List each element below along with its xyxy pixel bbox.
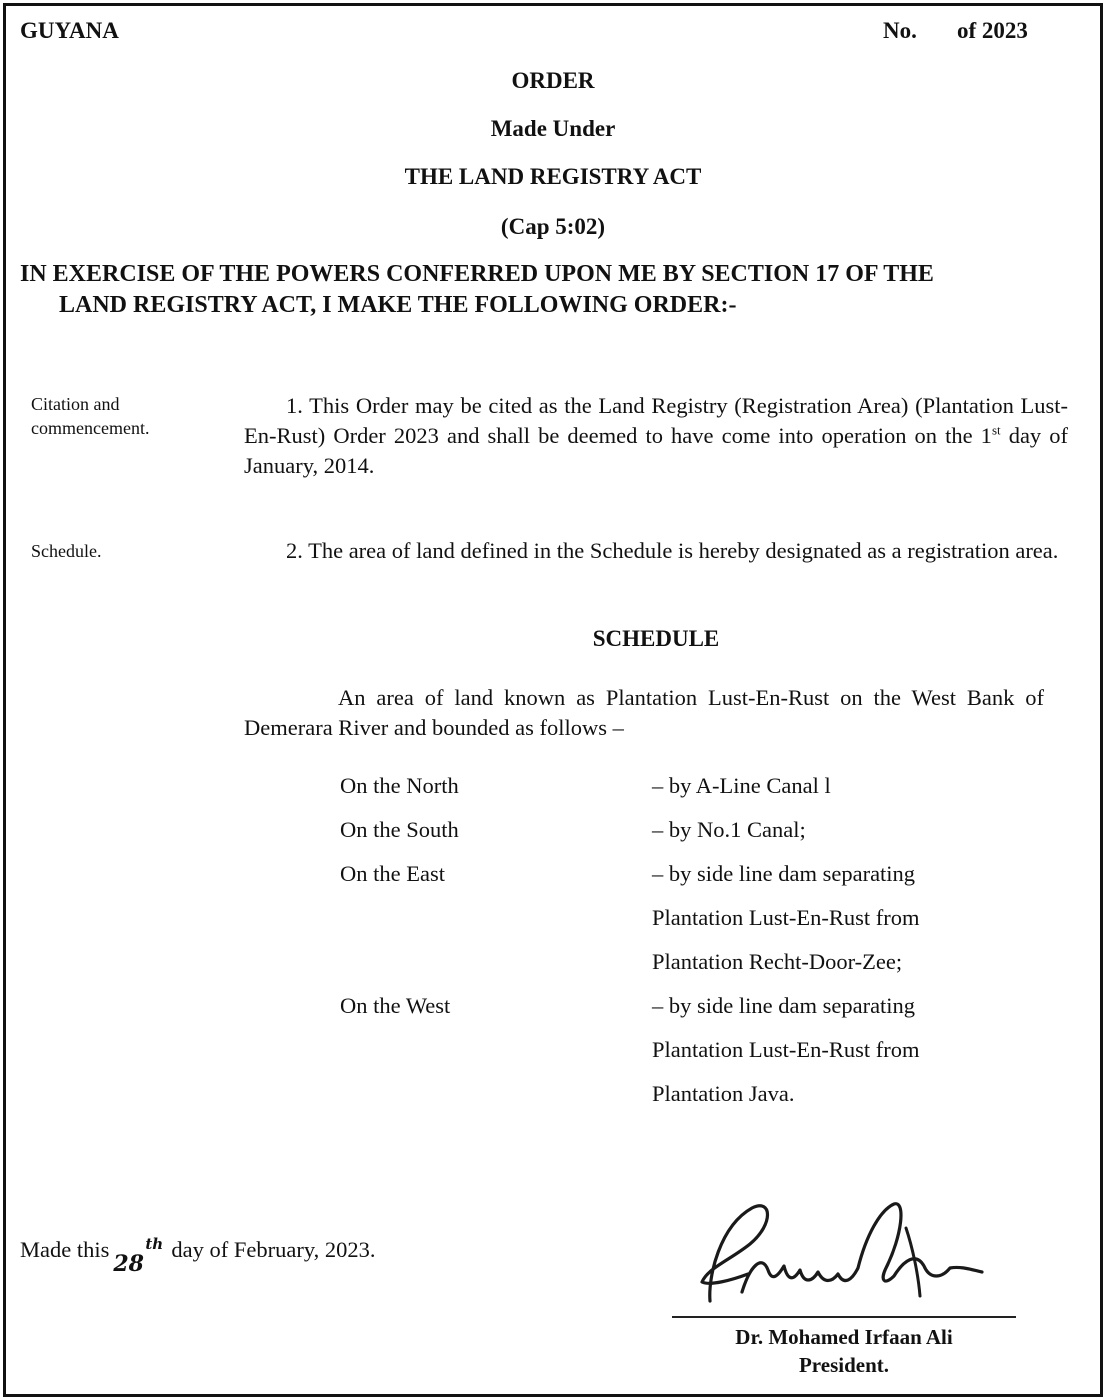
bound-east-side: On the East	[340, 861, 445, 886]
section-1-sup: st	[991, 422, 1001, 438]
margin-note-citation	[31, 392, 149, 440]
country-label: GUYANA	[20, 18, 119, 43]
schedule-heading: SCHEDULE	[592, 626, 720, 651]
bound-east-line-1: – by side line dam separating	[652, 861, 916, 886]
made-under-label: Made Under	[490, 116, 616, 141]
preamble-line-2: LAND REGISTRY ACT, I MAKE THE FOLLOWING ORDER:-	[59, 292, 737, 318]
act-title: THE LAND REGISTRY ACT	[404, 164, 702, 189]
bound-north-line-1: – by A-Line Canal l	[652, 773, 831, 798]
signatory-name: Dr. Mohamed Irfaan Ali	[735, 1325, 953, 1349]
preamble-line-1: IN EXERCISE OF THE POWERS CONFERRED UPON ME BY SECTION 17 OF THE	[20, 261, 934, 287]
act-chapter: (Cap 5:02)	[500, 214, 606, 239]
bound-west-side: On the West	[340, 993, 451, 1018]
section-1-text-end: day of January, 2014.	[244, 423, 1068, 478]
signature-line	[672, 1316, 1016, 1318]
margin-note-citation-line-2: commencement.	[31, 418, 150, 438]
margin-note-schedule: Schedule.	[31, 541, 102, 561]
section-2-paragraph	[244, 536, 1068, 566]
bound-south-side: On the South	[340, 817, 459, 842]
bound-west-line-3: Plantation Java.	[652, 1081, 795, 1106]
signatory-title: President.	[798, 1353, 890, 1377]
section-2-text: The area of land defined in the Schedule is hereby designated as a registration area.	[308, 538, 1059, 563]
bound-north-side: On the North	[340, 773, 459, 798]
order-title: ORDER	[511, 68, 595, 93]
section-2-number: 2.	[286, 538, 303, 563]
made-suffix: day of February, 2023.	[171, 1237, 376, 1262]
made-prefix: Made this	[20, 1237, 110, 1262]
section-1-paragraph	[244, 391, 1068, 481]
section-1-text: This Order may be cited as the Land Registry (Registration Area) (Plantation Lust-En-Rust) Order 2023 and shall be deemed to have come into operation on the 1	[244, 393, 1068, 448]
bound-west-line-1: – by side line dam separating	[652, 993, 916, 1018]
signature-image	[680, 1196, 1000, 1321]
margin-note-citation-line-1: Citation and	[31, 394, 120, 414]
section-1-number: 1.	[286, 393, 303, 418]
order-year-label: of 2023	[957, 18, 1028, 43]
handwritten-day-suffix: th	[145, 1235, 164, 1253]
bound-west-line-2: Plantation Lust-En-Rust from	[652, 1037, 920, 1062]
handwritten-day-number: 28	[113, 1251, 144, 1277]
bound-east-line-3: Plantation Recht-Door-Zee;	[652, 949, 903, 974]
schedule-intro-text: An area of land known as Plantation Lust-En-Rust on the West Bank of Demerara River and bounded as follows –	[244, 685, 1044, 740]
bound-east-line-2: Plantation Lust-En-Rust from	[652, 905, 920, 930]
bound-south-line-1: – by No.1 Canal;	[652, 817, 806, 842]
made-date-line	[20, 1235, 376, 1277]
schedule-intro	[244, 683, 1044, 743]
order-number-label: No.	[883, 18, 917, 43]
